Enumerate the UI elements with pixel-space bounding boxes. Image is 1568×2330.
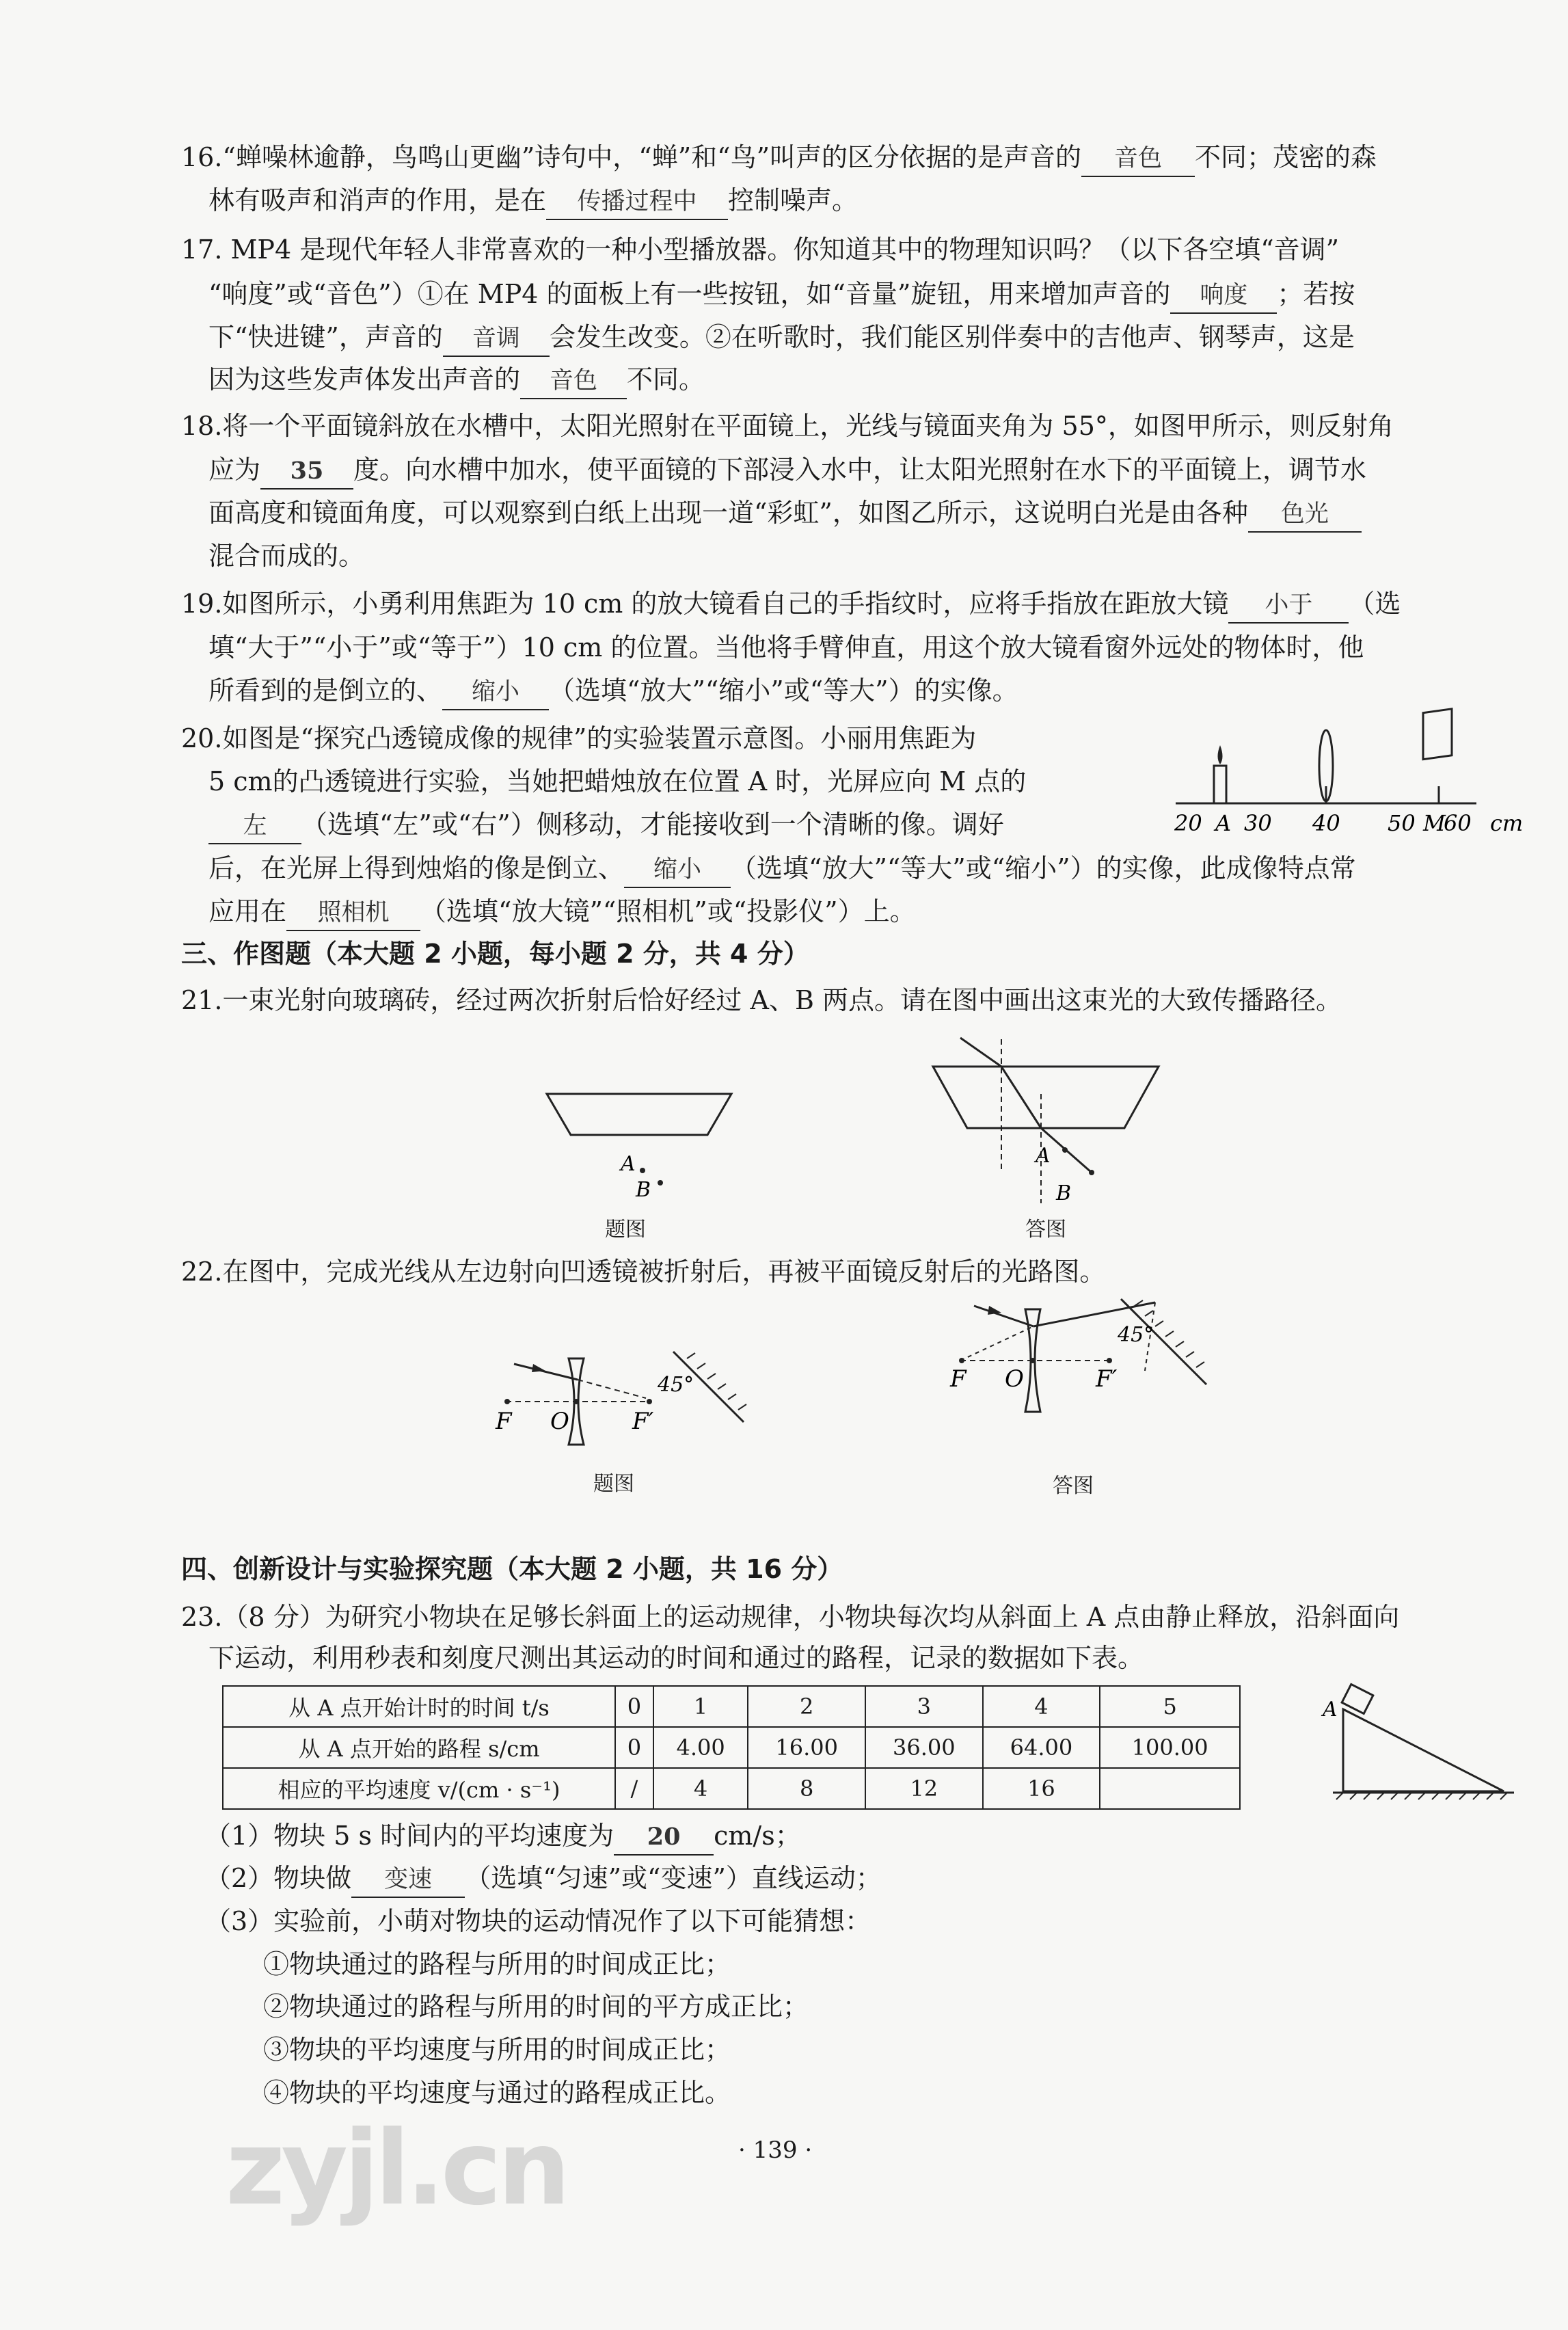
block — [1342, 1684, 1373, 1713]
table-cell: 3 — [865, 1686, 983, 1727]
table-cell: 4 — [653, 1768, 748, 1809]
label-f-prime: F′ — [632, 1408, 654, 1435]
label-o: O — [550, 1408, 569, 1435]
table-header-cell: 相应的平均速度 v/(cm · s⁻¹) — [223, 1768, 615, 1809]
extension-line — [578, 1380, 646, 1398]
table-cell: 16.00 — [748, 1727, 865, 1768]
table-cell: 0 — [615, 1686, 653, 1727]
q16-line2: 林有吸声和消声的作用，是在 传播过程中 控制噪声。 — [208, 183, 858, 220]
q23-guess4: ④物块的平均速度与通过的路程成正比。 — [263, 2078, 731, 2108]
answer-blank: 音色 — [1081, 142, 1195, 177]
q23-part1: （1）物块 5 s 时间内的平均速度为 20 cm/s； — [205, 1819, 801, 1856]
answer-blank: 音调 — [443, 321, 550, 357]
angle-label: 45° — [1118, 1323, 1154, 1347]
label-f: F — [950, 1365, 967, 1393]
watermark: zyjl.cn — [226, 2109, 567, 2228]
q20-line3: 左 （选填“左”或“右”）侧移动，才能接收到一个清晰的像。调好 — [208, 807, 1004, 844]
q23-guess3: ③物块的平均速度与所用的时间成正比； — [263, 2035, 731, 2065]
answer-blank: 音色 — [520, 364, 627, 399]
point-a — [640, 1168, 645, 1173]
arrow-head — [532, 1364, 545, 1372]
q18-line4: 混合而成的。 — [208, 541, 365, 571]
table-cell: 0 — [615, 1727, 653, 1768]
incident-ray — [514, 1364, 578, 1380]
refracted-ray — [1001, 1067, 1041, 1128]
section-3-heading: 三、作图题（本大题 2 小题，每小题 2 分，共 4 分） — [181, 939, 809, 969]
extension-line — [960, 1326, 1033, 1361]
q20-line1: 20.如图是“探究凸透镜成像的规律”的实验装置示意图。小丽用焦距为 — [181, 723, 977, 753]
glass-brick — [933, 1067, 1159, 1128]
q22-question-figure — [492, 1343, 766, 1453]
q19-line1: 19.如图所示，小勇利用焦距为 10 cm 的放大镜看自己的手指纹时，应将手指放在距放大镜 小于 （选 — [181, 587, 1401, 624]
q18-line3: 面高度和镜面角度，可以观察到白纸上出现一道“彩虹”，如图乙所示，这说明白光是由各种 色光 — [208, 496, 1362, 533]
q19-line2: 填“大于”“小于”或“等于”）10 cm 的位置。当他将手臂伸直，用这个放大镜看窗外远处的物体时，他 — [208, 632, 1364, 662]
incline — [1343, 1709, 1504, 1791]
table-cell: 64.00 — [983, 1727, 1100, 1768]
candle — [1214, 766, 1226, 803]
q23-guess1: ①物块通过的路程与所用的时间成正比； — [263, 1949, 731, 1979]
table-cell: 16 — [983, 1768, 1100, 1809]
answer-blank: 色光 — [1248, 497, 1362, 533]
label-a: A — [1036, 1144, 1051, 1168]
table-cell: 12 — [865, 1768, 983, 1809]
table-header-cell: 从 A 点开始的路程 s/cm — [223, 1727, 615, 1768]
label-a: A — [621, 1152, 636, 1176]
incline-figure — [1319, 1689, 1524, 1805]
ruler-label: 50 — [1388, 810, 1416, 836]
answer-blank: 35 — [260, 454, 353, 490]
q18-line1: 18.将一个平面镜斜放在水槽中，太阳光照射在平面镜上，光线与镜面夹角为 55°，如图甲所示，则反射角 — [181, 411, 1394, 441]
label-f-prime: F′ — [1096, 1365, 1118, 1393]
label-o: O — [1005, 1365, 1024, 1393]
incident-ray — [960, 1038, 1001, 1067]
arrow-head — [988, 1306, 1001, 1315]
q21-question-figure — [540, 1087, 745, 1203]
q23-part2: （2）物块做 变速 （选填“匀速”或“变速”）直线运动； — [205, 1861, 882, 1898]
answer-blank: 传播过程中 — [546, 185, 728, 220]
ruler-label: 40 — [1312, 810, 1340, 836]
q18-line2: 应为 35 度。向水槽中加水，使平面镜的下部浸入水中，让太阳光照射在水下的平面镜上，调节水 — [208, 453, 1366, 490]
q21-text: 21.一束光射向玻璃砖，经过两次折射后恰好经过 A、B 两点。请在图中画出这束光的大致传播路径。 — [181, 985, 1342, 1015]
page-number: · 139 · — [738, 2137, 813, 2164]
section-4-heading: 四、创新设计与实验探究题（本大题 2 小题，共 16 分） — [181, 1554, 843, 1584]
answer-blank: 缩小 — [624, 853, 731, 888]
answer-blank: 左 — [208, 809, 301, 844]
answer-blank: 缩小 — [442, 675, 549, 710]
q16-line1: 16.“蝉噪林逾静，鸟鸣山更幽”诗句中，“蝉”和“鸟”叫声的区分依据的是声音的 音色 不同；茂密的森 — [181, 140, 1377, 177]
q23-guess2: ②物块通过的路程与所用的时间的平方成正比； — [263, 1992, 809, 2022]
ruler-label: M — [1423, 810, 1446, 836]
ruler-label: 20 — [1174, 810, 1202, 836]
label-f: F — [496, 1408, 512, 1435]
q20-line4: 后，在光屏上得到烛焰的像是倒立、 缩小 （选填“放大”“等大”或“缩小”）的实像，此成像特点常 — [208, 851, 1356, 888]
table-row — [223, 1686, 1240, 1727]
q17-line3: 下“快进键”，声音的 音调 会发生改变。②在听歌时，我们能区别伴奏中的吉他声、钢琴声，这是 — [208, 320, 1355, 357]
ruler-label: 30 — [1244, 810, 1272, 836]
table-cell: / — [615, 1768, 653, 1809]
candle-flame — [1218, 745, 1223, 764]
ruler-label: A — [1215, 810, 1232, 836]
ruler-label: 60 — [1444, 810, 1472, 836]
table-cell: 100.00 — [1100, 1727, 1240, 1768]
table-header-cell: 从 A 点开始计时的时间 t/s — [223, 1686, 615, 1727]
table-cell: 5 — [1100, 1686, 1240, 1727]
q23-line1: 23.（8 分）为研究小物块在足够长斜面上的运动规律，小物块每次均从斜面上 A 点由静止释放，沿斜面向 — [181, 1602, 1400, 1632]
q22-caption-answer: 答图 — [1053, 1474, 1094, 1498]
table-cell: 4.00 — [653, 1727, 748, 1768]
table-cell — [1100, 1768, 1240, 1809]
table-cell: 2 — [748, 1686, 865, 1727]
angle-label: 45° — [658, 1373, 694, 1397]
label-a: A — [1323, 1698, 1338, 1722]
answer-blank: 照相机 — [286, 896, 420, 931]
q23-line2: 下运动，利用秒表和刻度尺测出其运动的时间和通过的路程，记录的数据如下表。 — [208, 1643, 1144, 1673]
table-row — [223, 1768, 1240, 1809]
q21-caption-question: 题图 — [605, 1218, 646, 1242]
q23-data-table — [222, 1685, 1241, 1810]
q22-answer-figure — [947, 1292, 1234, 1422]
optical-bench-figure — [1169, 718, 1552, 841]
q17-line2: “响度”或“音色”）①在 MP4 的面板上有一些按钮，如“音量”旋钮，用来增加声音的 响度 ；若按 — [208, 277, 1355, 314]
point-b — [658, 1180, 663, 1186]
q21-answer-figure — [926, 1026, 1172, 1224]
q22-caption-question: 题图 — [593, 1472, 634, 1496]
q17-line1: 17. MP4 是现代年轻人非常喜欢的一种小型播放器。你知道其中的物理知识吗？（以下各空填“音调” — [181, 235, 1340, 265]
label-b: B — [1056, 1181, 1072, 1205]
q19-line3: 所看到的是倒立的、 缩小 （选填“放大”“缩小”或“等大”）的实像。 — [208, 673, 1018, 710]
q17-line4: 因为这些发声体发出声音的 音色 不同。 — [208, 362, 705, 399]
table-cell: 4 — [983, 1686, 1100, 1727]
answer-blank: 变速 — [351, 1862, 465, 1898]
q23-part3: （3）实验前，小萌对物块的运动情况作了以下可能猜想： — [205, 1906, 871, 1936]
answer-blank: 小于 — [1228, 588, 1349, 624]
label-b: B — [636, 1178, 651, 1202]
answer-blank: 20 — [614, 1820, 714, 1856]
ruler-label: cm — [1490, 810, 1524, 836]
table-cell: 8 — [748, 1768, 865, 1809]
table-cell: 36.00 — [865, 1727, 983, 1768]
q22-text: 22.在图中，完成光线从左边射向凹透镜被折射后，再被平面镜反射后的光路图。 — [181, 1257, 1106, 1287]
q20-line2: 5 cm的凸透镜进行实验，当她把蜡烛放在位置 A 时，光屏应向 M 点的 — [208, 766, 1027, 796]
glass-brick — [547, 1094, 731, 1135]
answer-blank: 响度 — [1170, 278, 1277, 314]
q21-caption-answer: 答图 — [1025, 1218, 1066, 1242]
light-screen — [1423, 709, 1452, 760]
table-cell: 1 — [653, 1686, 748, 1727]
q20-line5: 应用在 照相机 （选填“放大镜”“照相机”或“投影仪”）上。 — [208, 894, 916, 931]
point-a — [1062, 1147, 1068, 1153]
mirror-hatch — [687, 1353, 746, 1410]
point-b — [1089, 1170, 1094, 1175]
table-row — [223, 1727, 1240, 1768]
